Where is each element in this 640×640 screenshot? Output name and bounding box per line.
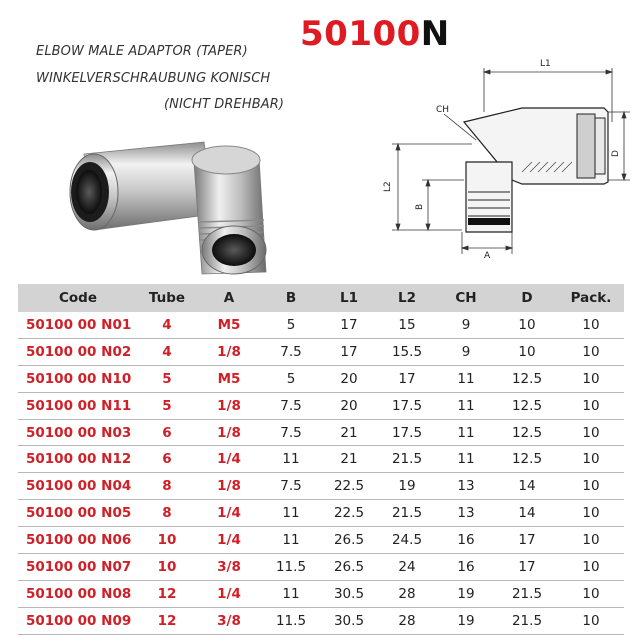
- table-row: [18, 365, 624, 392]
- table-cell: 10: [558, 446, 624, 473]
- table-cell: 12: [138, 607, 196, 634]
- table-cell: 12.5: [496, 419, 558, 446]
- product-code: 50100: [300, 14, 421, 54]
- table-cell: 21.5: [496, 607, 558, 634]
- table-cell: M5: [196, 365, 262, 392]
- table-row: [18, 500, 624, 527]
- table-cell: 19: [436, 607, 496, 634]
- table-cell: 17: [320, 338, 378, 365]
- table-cell: 8: [138, 473, 196, 500]
- column-header: L1: [320, 284, 378, 312]
- table-cell: 50100 00 N07: [18, 554, 138, 581]
- table-cell: 28: [378, 607, 436, 634]
- table-cell: 50100 00 N05: [18, 500, 138, 527]
- table-row: [18, 419, 624, 446]
- table-cell: 20: [320, 392, 378, 419]
- table-cell: 50100 00 N09: [18, 607, 138, 634]
- table-cell: 50100 00 N06: [18, 527, 138, 554]
- table-row: [18, 554, 624, 581]
- table-cell: 10: [558, 554, 624, 581]
- table-row: [18, 527, 624, 554]
- dim-d-label: D: [611, 150, 621, 157]
- table-cell: 10: [558, 312, 624, 338]
- table-cell: 17: [496, 527, 558, 554]
- table-cell: 17.5: [378, 419, 436, 446]
- table-row: [18, 580, 624, 607]
- table-cell: 30.5: [320, 580, 378, 607]
- table-cell: 11.5: [262, 607, 320, 634]
- table-cell: 19: [436, 580, 496, 607]
- table-cell: 10: [496, 312, 558, 338]
- column-header: Pack.: [558, 284, 624, 312]
- table-cell: 9: [436, 338, 496, 365]
- column-header: B: [262, 284, 320, 312]
- description-german-note: (NICHT DREHBAR): [164, 97, 285, 112]
- table-cell: 14: [496, 473, 558, 500]
- table-cell: 17.5: [378, 392, 436, 419]
- table-cell: 21.5: [496, 580, 558, 607]
- table-cell: 10: [558, 338, 624, 365]
- table-cell: 24.5: [378, 527, 436, 554]
- table-cell: 15: [378, 312, 436, 338]
- table-cell: 21: [320, 446, 378, 473]
- table-cell: 7.5: [262, 338, 320, 365]
- table-cell: 1/8: [196, 419, 262, 446]
- dim-a-label: A: [484, 251, 491, 260]
- table-cell: 4: [138, 338, 196, 365]
- table-cell: 1/4: [196, 446, 262, 473]
- column-header: Code: [18, 284, 138, 312]
- table-cell: 24: [378, 554, 436, 581]
- table-cell: 9: [436, 312, 496, 338]
- table-row: [18, 338, 624, 365]
- table-cell: 10: [138, 554, 196, 581]
- description-english: ELBOW MALE ADAPTOR (TAPER): [36, 44, 248, 59]
- table-cell: 3/8: [196, 607, 262, 634]
- table-cell: 16: [436, 554, 496, 581]
- table-cell: 3/8: [196, 554, 262, 581]
- table-cell: 7.5: [262, 392, 320, 419]
- table-cell: 1/8: [196, 338, 262, 365]
- table-cell: 10: [496, 338, 558, 365]
- table-cell: 11: [436, 365, 496, 392]
- table-header-row: [18, 284, 624, 312]
- table-cell: 19: [378, 473, 436, 500]
- table-cell: 17: [320, 312, 378, 338]
- column-header: A: [196, 284, 262, 312]
- spec-table: [18, 284, 624, 635]
- table-cell: 17: [496, 554, 558, 581]
- table-cell: 10: [558, 500, 624, 527]
- table-cell: 5: [138, 392, 196, 419]
- table-cell: 26.5: [320, 527, 378, 554]
- table-cell: 11: [262, 580, 320, 607]
- product-suffix: N: [420, 14, 450, 54]
- table-cell: 10: [558, 527, 624, 554]
- table-cell: 14: [496, 500, 558, 527]
- dim-l1-label: L1: [540, 59, 551, 69]
- table-row: [18, 312, 624, 338]
- column-header: CH: [436, 284, 496, 312]
- table-cell: 13: [436, 500, 496, 527]
- table-cell: 1/8: [196, 473, 262, 500]
- table-row: [18, 392, 624, 419]
- table-cell: 50100 00 N01: [18, 312, 138, 338]
- table-cell: 6: [138, 446, 196, 473]
- table-cell: 10: [558, 419, 624, 446]
- column-header: L2: [378, 284, 436, 312]
- table-cell: 5: [138, 365, 196, 392]
- table-cell: 7.5: [262, 419, 320, 446]
- product-title: [300, 14, 450, 54]
- table-row: [18, 607, 624, 634]
- technical-drawing: [372, 52, 634, 260]
- table-cell: 7.5: [262, 473, 320, 500]
- table-cell: 15.5: [378, 338, 436, 365]
- table-cell: 21: [320, 419, 378, 446]
- table-cell: 8: [138, 500, 196, 527]
- table-cell: 50100 00 N03: [18, 419, 138, 446]
- dim-ch-label: CH: [436, 105, 450, 115]
- table-cell: 11: [436, 392, 496, 419]
- table-cell: 50100 00 N10: [18, 365, 138, 392]
- table-cell: 10: [558, 580, 624, 607]
- table-cell: 21.5: [378, 446, 436, 473]
- table-cell: 21.5: [378, 500, 436, 527]
- table-cell: 50100 00 N12: [18, 446, 138, 473]
- table-cell: 12.5: [496, 365, 558, 392]
- table-body: [18, 312, 624, 634]
- table-cell: 11: [262, 446, 320, 473]
- description-german: WINKELVERSCHRAUBUNG KONISCH: [36, 71, 271, 86]
- table-cell: 10: [558, 392, 624, 419]
- table-cell: 10: [558, 473, 624, 500]
- table-cell: 13: [436, 473, 496, 500]
- table-cell: 16: [436, 527, 496, 554]
- dim-l2-label: L2: [383, 181, 393, 192]
- table-cell: 5: [262, 365, 320, 392]
- table-cell: 4: [138, 312, 196, 338]
- table-cell: 10: [138, 527, 196, 554]
- table-cell: 11: [262, 527, 320, 554]
- column-header: Tube: [138, 284, 196, 312]
- table-cell: 1/8: [196, 392, 262, 419]
- table-cell: 26.5: [320, 554, 378, 581]
- table-cell: 17: [378, 365, 436, 392]
- table-cell: 10: [558, 607, 624, 634]
- table-cell: 11: [262, 500, 320, 527]
- table-cell: 10: [558, 365, 624, 392]
- table-cell: 1/4: [196, 580, 262, 607]
- table-cell: 20: [320, 365, 378, 392]
- table-cell: 11.5: [262, 554, 320, 581]
- table-cell: 11: [436, 419, 496, 446]
- table-row: [18, 446, 624, 473]
- table-cell: 5: [262, 312, 320, 338]
- table-cell: 1/4: [196, 500, 262, 527]
- product-photo: [54, 122, 284, 277]
- table-cell: 50100 00 N11: [18, 392, 138, 419]
- table-cell: 12.5: [496, 446, 558, 473]
- table-cell: 50100 00 N02: [18, 338, 138, 365]
- table-cell: 50100 00 N08: [18, 580, 138, 607]
- column-header: D: [496, 284, 558, 312]
- table-cell: 11: [436, 446, 496, 473]
- table-cell: 28: [378, 580, 436, 607]
- table-cell: 12: [138, 580, 196, 607]
- table-cell: 6: [138, 419, 196, 446]
- table-cell: 22.5: [320, 473, 378, 500]
- table-cell: 1/4: [196, 527, 262, 554]
- table-cell: 50100 00 N04: [18, 473, 138, 500]
- dim-b-label: B: [415, 203, 425, 210]
- table-row: [18, 473, 624, 500]
- table-cell: 22.5: [320, 500, 378, 527]
- table-cell: 12.5: [496, 392, 558, 419]
- table-cell: 30.5: [320, 607, 378, 634]
- table-cell: M5: [196, 312, 262, 338]
